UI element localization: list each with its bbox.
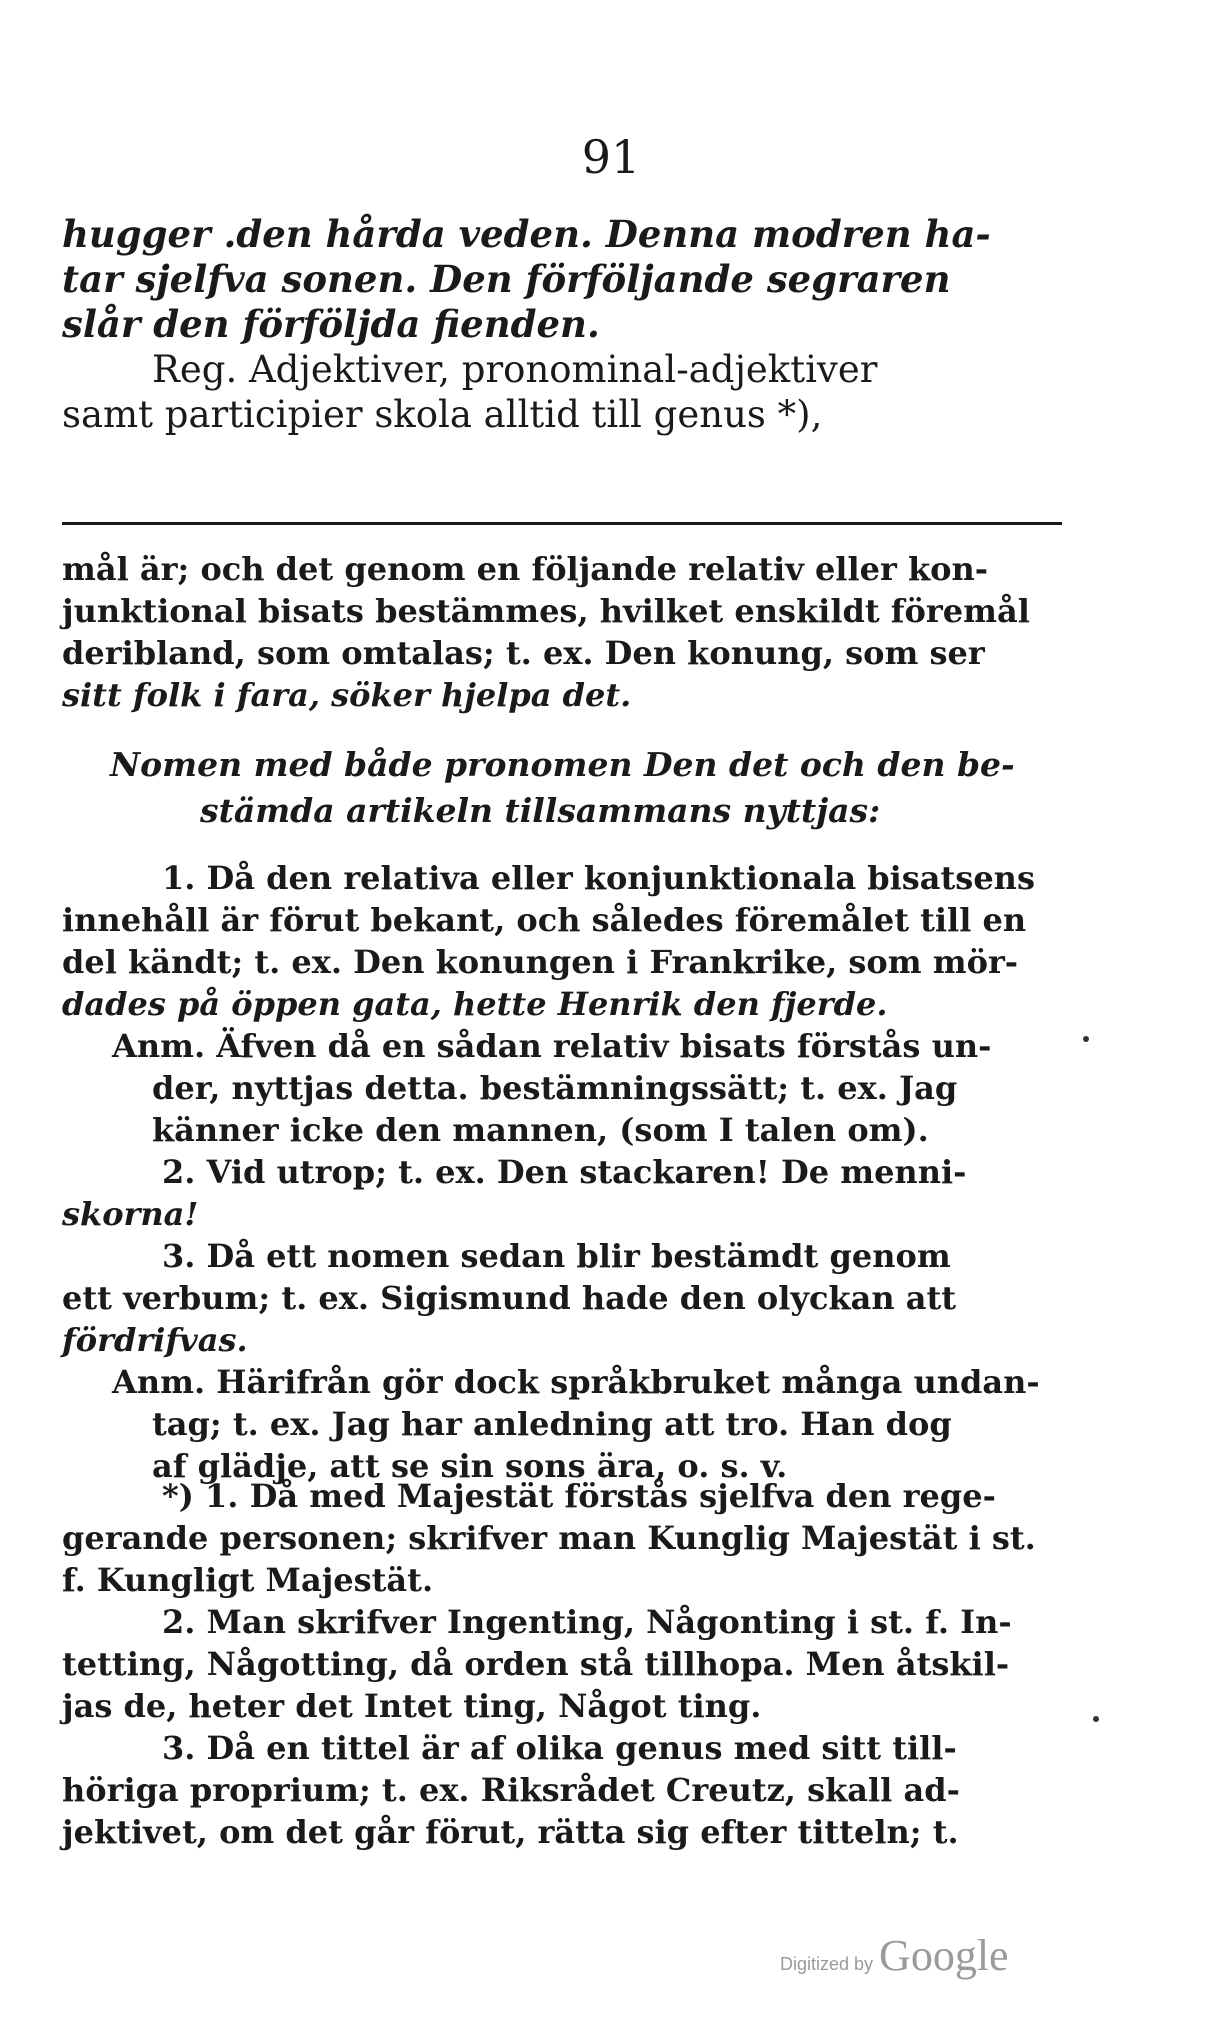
section-line: ett verbum; t. ex. Sigismund hade den olyckan att xyxy=(62,1279,957,1317)
text-line: tar sjelfva sonen. Den förföljande segraren xyxy=(62,257,951,301)
footnote-line: mål är; och det genom en följande relativ eller kon- xyxy=(62,550,989,588)
footnote-line: jas de, heter det Intet ting, Något ting. xyxy=(62,1687,762,1725)
footnote-line: 2. Man skrifver Ingenting, Någonting i st. f. In- xyxy=(162,1603,1012,1641)
footnote-line: junktional bisats bestämmes, hvilket enskildt föremål xyxy=(62,592,1030,630)
note-line: der, nyttjas detta. bestämningssätt; t. ex. Jag xyxy=(152,1069,958,1107)
note-line: tag; t. ex. Jag har anledning att tro. Han dog xyxy=(152,1405,952,1443)
google-logo: Google xyxy=(879,1931,1009,1980)
section-heading xyxy=(110,742,1090,834)
footnote-line: sitt folk i fara, söker hjelpa det. xyxy=(62,676,632,714)
note-line: af glädje, att se sin sons ära, o. s. v. xyxy=(152,1447,788,1485)
note-line: känner icke den mannen, (som I talen om). xyxy=(152,1111,929,1149)
footnote-line: *) 1. Då med Majestät förstås sjelfva den rege- xyxy=(162,1477,996,1515)
text-line: slår den förföljda fienden. xyxy=(62,302,600,346)
section-line: innehåll är förut bekant, och således föremålet till en xyxy=(62,901,1027,939)
watermark-prefix: Digitized by xyxy=(780,1954,874,1974)
section-line: del kändt; t. ex. Den konungen i Frankrike, som mör- xyxy=(62,943,1019,981)
text-line: samt participier skola alltid till genus *), xyxy=(62,393,823,436)
footnote-star xyxy=(62,1475,1072,1853)
footnote-line: 3. Då en tittel är af olika genus med sitt till- xyxy=(162,1729,957,1767)
section-body xyxy=(62,857,1072,1487)
page-number: 91 xyxy=(581,130,641,184)
section-line: 1. Då den relativa eller konjunktionala bisatsens xyxy=(162,859,1035,897)
top-paragraph xyxy=(62,212,1077,437)
footnote-continued xyxy=(62,548,1072,716)
footnote-divider xyxy=(62,522,1062,525)
note-line: Anm. Härifrån gör dock språkbruket många undan- xyxy=(112,1363,1040,1401)
heading-line: Nomen med både pronomen Den det och den be- xyxy=(110,745,1015,784)
section-line: 2. Vid utrop; t. ex. Den stackaren! De menni- xyxy=(162,1153,967,1191)
footnote-line: jektivet, om det går förut, rätta sig efter titteln; t. xyxy=(62,1813,959,1851)
text-line: hugger .den hårda veden. Denna modren ha- xyxy=(62,212,991,256)
section-line: dades på öppen gata, hette Henrik den fjerde. xyxy=(62,985,888,1023)
footnote-line: f. Kungligt Majestät. xyxy=(62,1561,434,1599)
footnote-line: gerande personen; skrifver man Kunglig Majestät i st. xyxy=(62,1519,1036,1557)
footnote-line: deribland, som omtalas; t. ex. Den konung, som ser xyxy=(62,634,985,672)
section-line: skorna! xyxy=(62,1195,199,1233)
ink-speck xyxy=(1093,1716,1099,1722)
heading-line: stämda artikeln tillsammans nyttjas: xyxy=(200,791,881,830)
section-line: fördrifvas. xyxy=(62,1321,248,1359)
note-line: Anm. Äfven då en sådan relativ bisats förstås un- xyxy=(112,1027,992,1065)
rule-line: Reg. Adjektiver, pronominal-adjektiver xyxy=(152,348,878,391)
footnote-line: tetting, Någotting, då orden stå tillhopa. Men åtskil- xyxy=(62,1645,1010,1683)
section-line: 3. Då ett nomen sedan blir bestämdt genom xyxy=(162,1237,951,1275)
footnote-line: höriga proprium; t. ex. Riksrådet Creutz, skall ad- xyxy=(62,1771,960,1809)
ink-speck xyxy=(1083,1036,1089,1042)
digitized-by-google-watermark xyxy=(780,1930,1009,1981)
